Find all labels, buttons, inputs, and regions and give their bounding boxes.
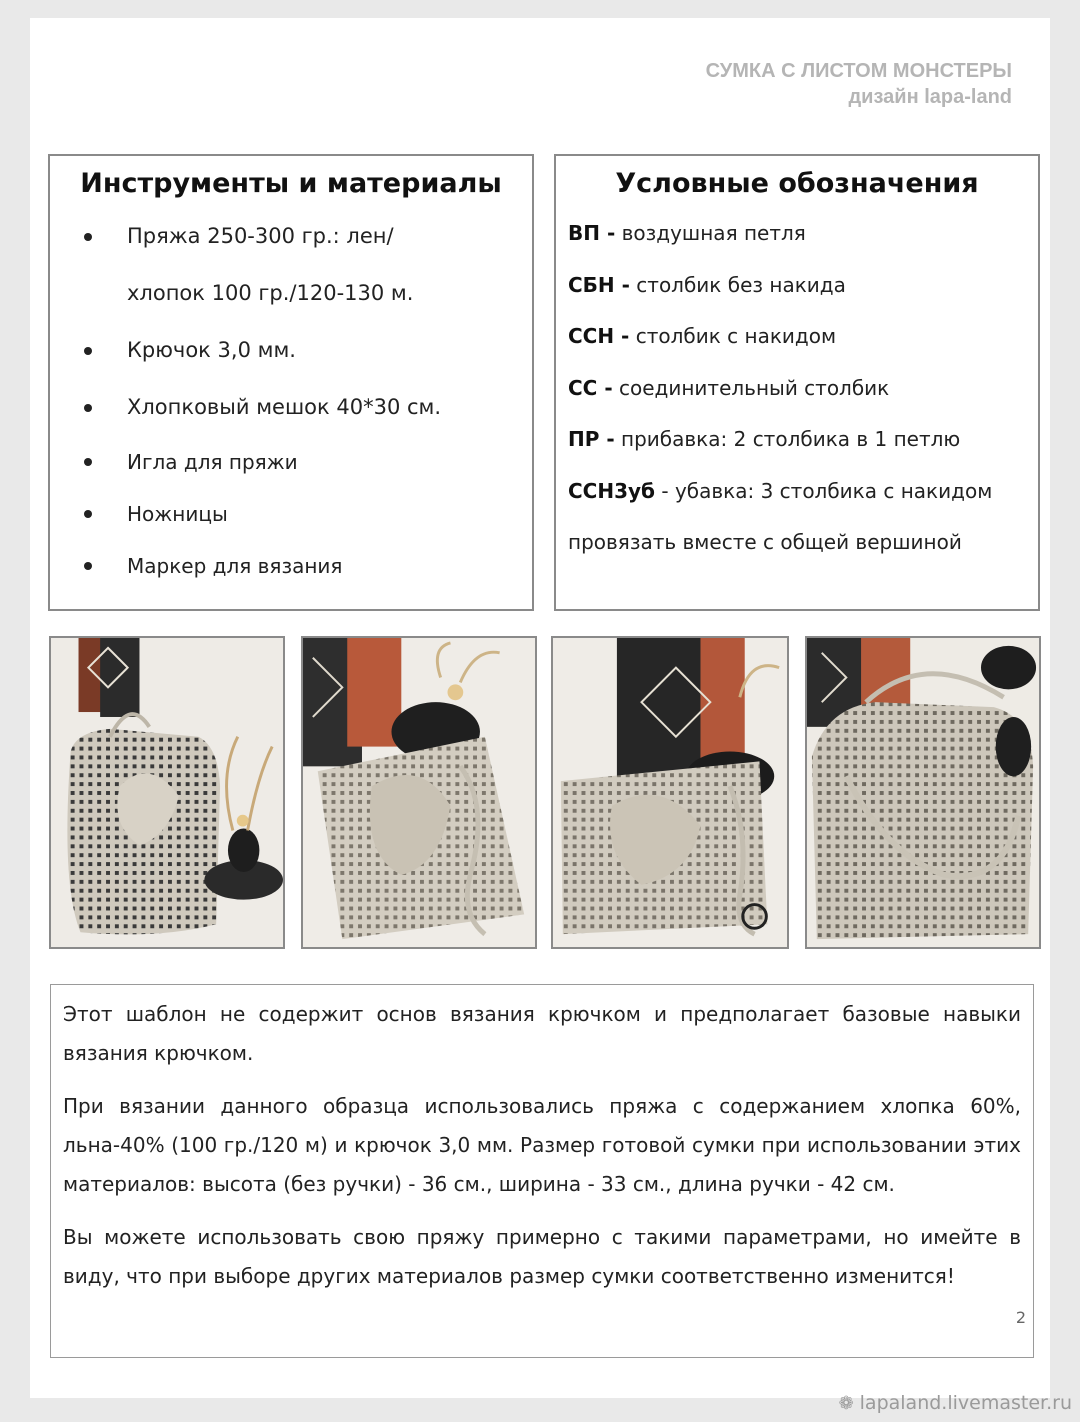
description-paragraph: Этот шаблон не содержит основ вязания крючком и предполагает базовые навыки вязания крючком. [63,1002,1021,1065]
bag-photo-icon [303,638,535,947]
tools-item: Маркер для вязания [50,540,532,592]
bag-photo-icon [807,638,1039,947]
tools-materials-box [48,154,534,611]
tools-item: Крючок 3,0 мм. [50,322,532,379]
legend-item: ПР - прибавка: 2 столбика в 1 петлю [568,427,961,451]
document-title: СУМКА С ЛИСТОМ МОНСТЕРЫ [705,60,1012,82]
bullet-icon [84,347,92,355]
legend-item-continuation: провязать вместе с общей вершиной [568,530,962,554]
document-page [30,18,1050,1398]
document-header [706,58,1012,110]
tools-item: Пряжа 250-300 гр.: лен/ [50,208,532,265]
bag-photo-1 [49,636,285,949]
legend-box [554,154,1040,611]
tools-item: Ножницы [50,488,532,540]
watermark-text: lapaland.livemaster.ru [859,1392,1072,1414]
description-paragraph: Вы можете использовать свою пряжу примерно с такими параметрами, но имейте в виду, что при выборе других материалов размер сумки соответственно изменится! [63,1225,1021,1288]
bullet-icon [84,404,92,412]
bullet-icon [84,562,92,570]
tools-heading: Инструменты и материалы [80,168,502,199]
bag-photo-3 [551,636,789,949]
bullet-icon [84,233,92,241]
bag-photo-2 [301,636,537,949]
tools-list [50,208,532,592]
tools-item: Хлопковый мешок 40*30 см. [50,379,532,436]
bag-photo-icon [51,638,283,947]
legend-item: ССН - столбик с накидом [568,324,837,348]
bullet-icon [84,458,92,466]
legend-item: СБН - столбик без накида [568,272,846,297]
legend-item: ВП - воздушная петля [568,221,806,245]
bag-photo-4 [805,636,1041,949]
legend-heading: Условные обозначения [615,168,979,199]
legend-item: ССН3уб - убавка: 3 столбика с накидом [568,478,993,503]
description-box [50,984,1034,1358]
bag-photo-icon [553,638,787,947]
page-number: 2 [1015,1308,1026,1327]
watermark [839,1392,1072,1414]
tools-item: Игла для пряжи [50,436,532,488]
legend-list [568,208,1030,569]
legend-item: СС - соединительный столбик [568,375,890,400]
bullet-icon [84,510,92,518]
document-subtitle: дизайн lapa-land [848,86,1012,108]
flower-icon: ❁ [838,1392,854,1414]
tools-item-continuation: хлопок 100 гр./120-130 м. [127,281,414,305]
description-paragraph: При вязании данного образца использовались пряжа с содержанием хлопка 60%, льна-40% (100 гр./120 м) и крючок 3,0 мм. Размер готовой сумки при использовании этих материалов: высота (без ручки) - 36 см., ширина - 33 см., длина ручки - 42 см. [63,1094,1021,1196]
